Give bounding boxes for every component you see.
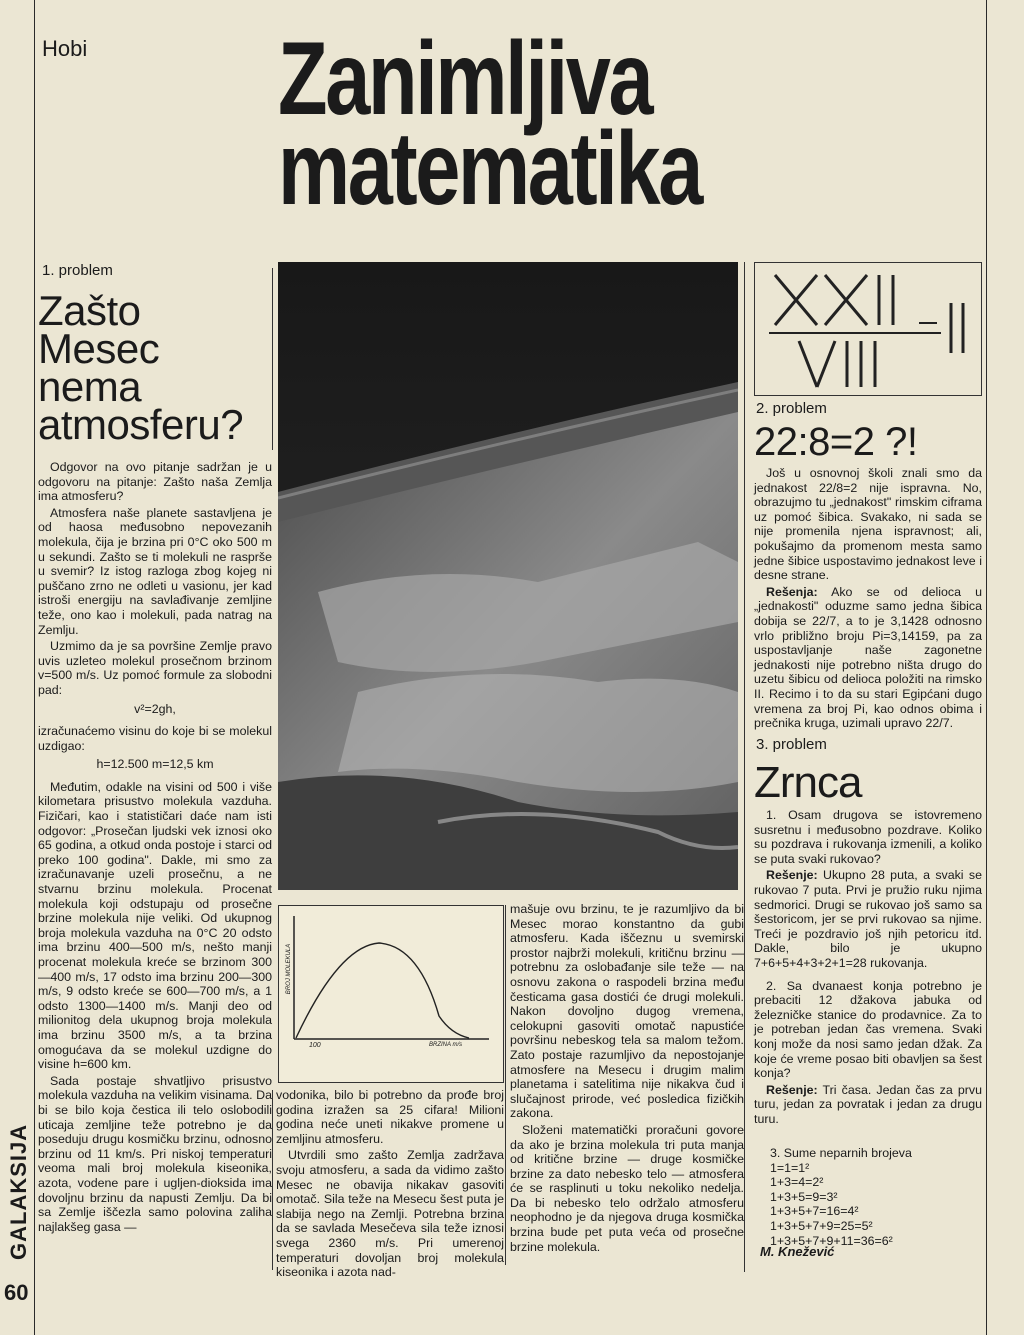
speed-distribution-graph xyxy=(278,905,504,1083)
sum-line: 1+3+5+7+9+11=36=6² xyxy=(770,1233,893,1248)
paragraph: Utvrdili smo zašto Zemlja zadržava svoju atmosferu, a sada da vidimo zašto Mesec ne obavija nikakav gasoviti omotač. Sila teže na Mesecu šest puta je slabija nego na Zemlji. Potrebna brzina da se savlada Mesečeva sila teže iznosi svega 2360 m/s. Pri umerenoj temperaturi dovoljan broj molekula kiseonika i azota nad- xyxy=(276,1148,504,1280)
question: 2. Sa dvanaest konja potrebno je prebaciti 12 džakova jabuka od železničke stanice do prodavnice. Za to je potreban jedan čas vremena. Svaki konj može da nosi samo jedan džak. Za koje će vreme posao biti obavljen sa šest konja? xyxy=(754,978,982,1081)
problem1-title xyxy=(38,287,244,448)
solution-text: Ako se od delioca u „jednakosti" oduzme samo jedna šibica dobija se 22/7, a to je 3,1428 odnosno vrlo približno broju Pi=3,14159, pa za uspostavljanje naše zagonetne jednakosti nije potrebno ništa drugo do uzetu šibicu od delioca položiti na rimsko II. Recimo i to da su stari Egipćani dugo vremena za broj Pi, kao odnos obima i prečnika kruga, uzimali upravo 22/7. xyxy=(754,584,982,731)
page-number: 60 xyxy=(4,1280,29,1305)
spine-label xyxy=(2,1120,32,1270)
paragraph: vodonika, bilo bi potrebno da prođe broj godina izražen sa 25 cifara! Milioni godina neće uneti nikakve promene u zemljinu atmosferu. xyxy=(276,1088,504,1146)
problem1-column2 xyxy=(276,1088,504,1282)
column-rule xyxy=(744,262,745,1272)
problem1-title-line: nema xyxy=(38,363,142,410)
problem1-title-line: Zašto xyxy=(38,287,141,334)
sum-line: 1+3+5+7=16=4² xyxy=(770,1204,859,1219)
problem3-title: Zrnca xyxy=(754,758,862,807)
solution-label: Rešenje: xyxy=(766,868,818,883)
column-rule xyxy=(272,268,273,450)
sum-line: 1=1=1² xyxy=(770,1160,810,1175)
paragraph: Složeni matematički proračuni govore da ako je brzina molekula tri puta manja od kritične brzine — druge kosmičke brzine za dato nebesko telo — atmosfera će se rasplinuti u toku nekoliko nedelja. Da bi nebesko telo održalo atmosferu neophodno je da njegova druga kosmička brzina bude pet puta veća od prosečne brzine molekula. xyxy=(510,1122,744,1254)
column-rule xyxy=(272,1090,273,1270)
solution-text: Tri časa. Jedan čas za prvu turu, jedan za povratak i jedan za drugu turu. xyxy=(754,1082,982,1126)
matchstick-equation-figure xyxy=(755,263,981,395)
page-title-line2: matematika xyxy=(278,111,702,227)
problem1-title-line: Mesec xyxy=(38,325,160,372)
problem1-column1 xyxy=(38,460,272,1236)
paragraph: Uzmimo da je sa površine Zemlje pravo uvis uzleteo molekul prosečnom brzinom v=500 m/s. Uz pomoć formule za slobodni pad: xyxy=(38,639,272,697)
graph-x-label: BRZINA m/s xyxy=(429,1042,463,1048)
graph-x-tick: 100 xyxy=(309,1042,321,1049)
odd-sums-block xyxy=(770,1146,912,1248)
sum-line: 1+3+5+7+9=25=5² xyxy=(770,1218,873,1233)
left-margin-rule xyxy=(34,0,35,1335)
paragraph: Sada postaje shvatljivo prisustvo molekula vazduha na velikim visinama. Da bi se bilo koja čestica ili telo oslobodili uticaja zemljine teže potrebno je da poseduju drugu kosmičku brzinu, odnosno brzinu od 11 km/s. Pri niskoj temperaturi veoma mali broj molekula kiseonika, azota, vodene pare i ugljen-dioksida ima dovoljnu brzinu da napusti Zemlju. Da bi sa Zemlje iščezla samo polovina zaliha najlakšeg gasa — xyxy=(38,1073,272,1234)
matchstick-puzzle xyxy=(754,262,982,396)
page-title-line1: Zanimljiva xyxy=(278,21,652,137)
problem2-title: 22:8=2 ?! xyxy=(754,420,918,464)
problem2-label: 2. problem xyxy=(756,400,827,417)
solution-label: Rešenje: xyxy=(766,1082,818,1097)
sum-line: 1+3+5=9=3² xyxy=(770,1189,838,1204)
solution-label: Rešenja: xyxy=(766,584,818,599)
section-label: Hobi xyxy=(42,36,88,61)
problem1-column3 xyxy=(510,902,744,1256)
problem3-label: 3. problem xyxy=(756,736,827,753)
graph-y-label: BROJ MOLEKULA xyxy=(286,943,292,995)
column-rule xyxy=(505,905,506,1265)
paragraph: mašuje ovu brzinu, te je razumljivo da bi Mesec morao konstantno da gubi atmosferu. Kada iščeznu u svemirski prostor najbrži molekuli, kritičnu brzinu — potrebnu za oslobađanje sile teže — na osnovu zakona o raspodeli brzina među česticama gasa dostići će drugi molekuli. Nakon dovoljno dugog vremena, celokupni gasoviti omotač napustiće površinu nebeskog tela sa malom težom. Zato postaje razumljivo da nepostojanje atmosfere na Mesecu i drugim malim planetama i satelitima nije nikakva čud i slučajnost prirode, već posledica fizičkih zakona. xyxy=(510,902,744,1121)
problem1-title-line: atmosferu? xyxy=(38,401,244,448)
formula: h=12.500 m=12,5 km xyxy=(96,757,214,772)
problem2-text xyxy=(754,466,982,733)
paragraph: Atmosfera naše planete sastavljena je od haosa međusobno nepovezanih molekula, čija je brzina pri 0°C oko 500 m u sekundi. Zašto se ti molekuli ne raspršе u svemir? Iz istog razloga zbog kojeg ni puščano zrno ne odleti u vasionu, jer kad istroši energiju na savlađivanje zemljine teže, ono kao i molekuli, pada natrag na Zemlju. xyxy=(38,505,272,637)
question: 1. Osam drugova se istovremeno susretnu i međusobno pozdrave. Koliko su pozdrava i rukovanja izmenili, a koliko se puta svaki rukovao? xyxy=(754,808,982,866)
problem3-text xyxy=(754,808,982,1128)
formula: v²=2gh, xyxy=(134,701,176,716)
right-margin-rule xyxy=(986,0,987,1335)
paragraph: Još u osnovnoj školi znali smo da jednakost 22/8=2 nije ispravna. No, obrazujmo tu „jednakost" rimskim ciframa uz pomoć šibica. Svakako, ni sada se nije promenila njena ispravnost; ali, pokušajmo da promenom mesta samo jedne šibice uspostavimo jednakost leve i desne strane. xyxy=(754,466,982,583)
magazine-name: GALAKSIJA xyxy=(6,1123,31,1260)
problem1-label: 1. problem xyxy=(42,262,113,279)
paragraph: Međutim, odakle na visini od 500 i više kilometara prisustvo molekula vazduha. Fizičari, kao i statističari daće nam isti odgovor: „Prosečan ljudski vek iznosi oko 65 godina, a otkud onda postoje i starci od preko 100 godina". Dakle, mi smo za izračunavanje uzeli prosečnu, a ne stvarnu brzinu molekula. Procenat molekula koji odstupaju od prosečne brzine molekula nije veliki. Od ukupnog broja molekula vazduha na 0°C 20 odsto ima brzinu 400—500 m/s, nešto manji procenat molekula kreće se brzinom 300—400 m/s, 17 odsto ima brzinu 200—300 m/s, 9 odsto kreće se 600—700 m/s, a 1 odsto 1300—1400 m/s. Manji deo od milionitog dela ukupnog broja molekula ima brzinu 3500 m/s, a ta brzina omogućava da se molekul uzdigne do visine h=600 km. xyxy=(38,779,272,1072)
sum-line: 1+3=4=2² xyxy=(770,1175,824,1190)
earth-photo xyxy=(278,262,738,890)
paragraph: Odgovor na ovo pitanje sadržan je u odgovoru na pitanje: Zašto naša Zemlja ima atmosferu? xyxy=(38,460,272,504)
solution-text: Ukupno 28 puta, a svaki se rukovao 7 puta. Prvi je pružio ruku njima sedmorici. Drugi se rukovao još samo sa šestoricom, jer se prvi rukovao sa njime. Treći je pozdravio još njih petoricu itd. Dakle, bilo je ukupno 7+6+5+4+3+2+1=28 rukovanja. xyxy=(754,868,982,970)
author-signature: M. Knežević xyxy=(760,1244,835,1259)
earth-surface-image xyxy=(278,262,738,890)
distribution-curve xyxy=(279,906,503,1082)
paragraph: izračunaćemo visinu do koje bi se molekul uzdigao: xyxy=(38,724,272,753)
odd-sums-heading: 3. Sume neparnih brojeva xyxy=(770,1146,912,1160)
